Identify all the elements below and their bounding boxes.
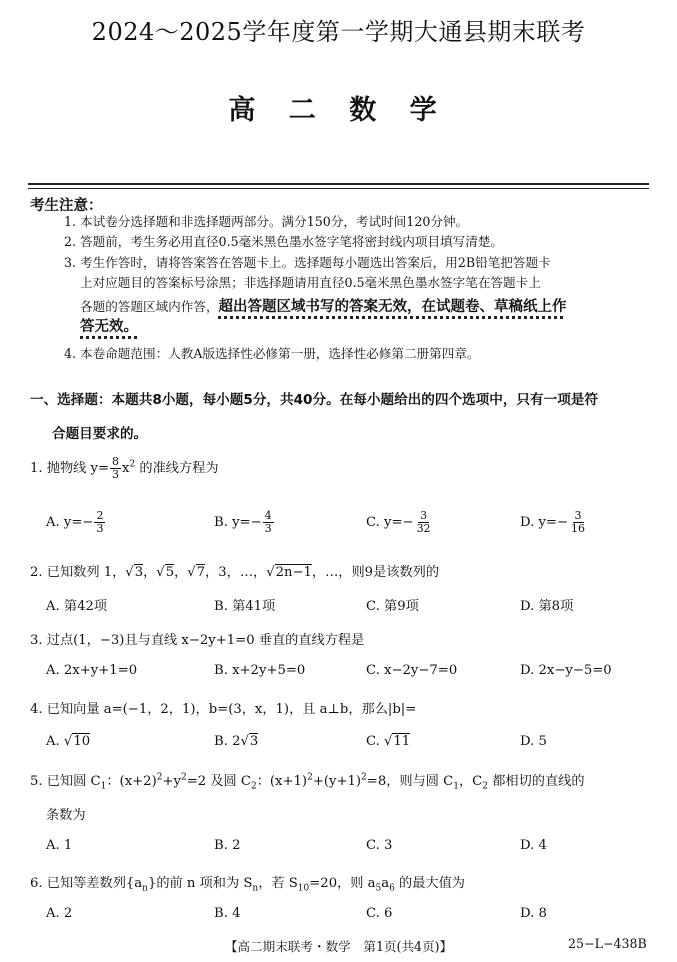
- q3-option-b: B. x+2y+5=0: [214, 663, 306, 678]
- q5-t-d: =2 及圆 C: [186, 774, 251, 789]
- q6-t-e: a: [381, 876, 390, 891]
- q1-a-frac: [94, 510, 105, 535]
- notice-item-4: 4. 本卷命题范围：人教A版选择性必修第一册，选择性必修第二册第四章。: [64, 346, 480, 361]
- q1-a-label: A. y=−: [46, 515, 94, 530]
- q1-exponent: 2: [129, 459, 136, 470]
- q6-option-a: A. 2: [46, 906, 73, 921]
- q6-sub-6: 6: [389, 883, 395, 894]
- q5-option-a: A. 1: [46, 838, 73, 853]
- q6-sub-n2: n: [252, 883, 259, 894]
- q5-t-f: +(y+1): [312, 774, 362, 789]
- q4-option-b: B. 2√3: [214, 734, 259, 749]
- exam-title: 2024～2025学年度第一学期大通县期末联考: [91, 18, 586, 46]
- q1-text-b: x: [122, 461, 130, 476]
- q1-b-num: 4: [264, 509, 272, 522]
- q1-fraction: [110, 456, 121, 481]
- q6-t-b: }的前 n 项和为 S: [147, 876, 253, 891]
- q1-option-a: [46, 510, 106, 535]
- q2-option-d: D. 第8项: [520, 599, 574, 614]
- notice-item-1: 1. 本试卷分选择题和非选择题两部分。满分150分，考试时间120分钟。: [64, 214, 469, 229]
- q1-option-c: [366, 510, 434, 535]
- q2-radicand-3: 7: [196, 565, 206, 580]
- q5-option-b: B. 2: [214, 838, 241, 853]
- q1-b-den: 3: [264, 522, 272, 535]
- question-3-stem: 3. 过点(1，−3)且与直线 x−2y+1=0 垂直的直线方程是: [30, 633, 365, 648]
- notice-item-3-line-2: 上对应题目的答案标号涂黑；非选择题请用直径0.5毫米黑色墨水签字笔在答题卡上: [80, 275, 541, 290]
- q1-b-frac: [263, 510, 274, 535]
- q5-t-i: 都相切的直线的: [488, 774, 585, 789]
- q5-option-d: D. 4: [520, 838, 547, 853]
- q2-radicand-2: 5: [165, 565, 175, 580]
- notice-emphasis-2: 答无效。: [80, 319, 138, 335]
- q1-d-label: D. y=−: [520, 515, 569, 530]
- notice-emphasis-1: 超出答题区域书写的答案无效，在试题卷、草稿纸上作: [218, 299, 567, 315]
- question-2-stem: 2. 已知数列 1，√3，√5，√7，3，…，√2n−1，…，则9是该数列的: [30, 565, 440, 580]
- q5-exp-3: 2: [307, 772, 313, 783]
- q5-exp-4: 2: [361, 772, 367, 783]
- q6-option-c: C. 6: [366, 906, 393, 921]
- q1-c-label: C. y=−: [366, 515, 414, 530]
- q5-t-a: 5. 已知圆 C: [30, 774, 101, 789]
- q3-option-a: A. 2x+y+1=0: [46, 663, 138, 678]
- q1-d-num: 3: [574, 509, 582, 522]
- q1-frac-den: 3: [112, 468, 120, 481]
- q2-option-b: B. 第41项: [214, 599, 276, 614]
- q1-c-frac: [415, 510, 433, 535]
- q4-option-c: C. √11: [366, 734, 411, 749]
- q3-option-d: D. 2x−y−5=0: [520, 663, 612, 678]
- notice-item-3-text: 各题的答题区域内作答，: [80, 299, 219, 314]
- notice-item-3-line-4: [80, 319, 138, 335]
- q1-a-den: 3: [96, 522, 104, 535]
- q1-option-b: [214, 510, 275, 535]
- q2-sep-2: ，: [174, 565, 188, 580]
- q3-option-c: C. x−2y−7=0: [366, 663, 458, 678]
- q1-c-den: 32: [416, 522, 431, 535]
- q2-sep-1: ，: [143, 565, 157, 580]
- q6-sub-n: n: [142, 883, 148, 894]
- q1-option-d: [520, 510, 588, 535]
- section-heading-line-2: 合题目要求的。: [52, 426, 148, 442]
- q1-b-label: B. y=−: [214, 515, 262, 530]
- q6-t-d: =20，则 a: [309, 876, 376, 891]
- q2-option-a: A. 第42项: [46, 599, 108, 614]
- notice-heading: 考生注意：: [30, 198, 103, 214]
- q4-b-radicand: 3: [249, 734, 259, 749]
- q1-text-a: 1. 抛物线 y=: [30, 461, 110, 476]
- q5-exp-1: 2: [156, 772, 163, 783]
- q2-radicand-4: 2n−1: [275, 565, 312, 580]
- q5-t-b: ：(x+2): [106, 774, 157, 789]
- q1-d-den: 16: [571, 522, 586, 535]
- question-6-stem: [30, 872, 465, 894]
- q2-radicand-1: 3: [134, 565, 144, 580]
- q1-d-frac: [569, 510, 587, 535]
- subject-title: 高 二 数 学: [228, 95, 449, 126]
- notice-item-3-line-3: [80, 299, 567, 315]
- q6-sub-10: 10: [297, 883, 310, 894]
- q2-text-c: ，…，则9是该数列的: [311, 565, 440, 580]
- q6-t-c: ，若 S: [258, 876, 298, 891]
- exam-code: 25−L−438B: [568, 936, 647, 951]
- q5-sub-2: 2: [250, 781, 257, 792]
- q1-a-num: 2: [96, 509, 104, 522]
- q6-option-d: D. 8: [520, 906, 547, 921]
- q5-sub-4: 2: [482, 781, 489, 792]
- q4-a-label: A.: [46, 734, 64, 749]
- q5-t-c: +y: [162, 774, 181, 789]
- q2-option-c: C. 第9项: [366, 599, 419, 614]
- q2-text-b: ，3，…，: [205, 565, 267, 580]
- q1-frac-num: 8: [112, 455, 120, 468]
- q2-text-a: 2. 已知数列 1，: [30, 565, 126, 580]
- q6-t-a: 6. 已知等差数列{a: [30, 876, 143, 891]
- notice-item-2: 2. 答题前，考生务必用直径0.5毫米黑色墨水签字笔将密封线内项目填写清楚。: [64, 234, 504, 249]
- q5-sub-3: 1: [453, 781, 459, 792]
- divider-thick: [28, 183, 649, 185]
- q5-t-g: =8，则与圆 C: [366, 774, 454, 789]
- question-4-stem: 4. 已知向量 a=(−1，2，1)，b=(3，x，1)，且 a⊥b，那么|b|=: [30, 702, 417, 717]
- q4-option-d: D. 5: [520, 734, 547, 749]
- q4-option-a: A. √10: [46, 734, 91, 749]
- q1-text-c: 的准线方程为: [135, 461, 219, 476]
- question-1-stem: [30, 456, 219, 481]
- q6-option-b: B. 4: [214, 906, 241, 921]
- q5-sub-1: 1: [100, 781, 107, 792]
- page-footer: 【高二期末联考・数学 第1页(共4页)】: [224, 939, 453, 954]
- divider-thin: [28, 188, 649, 189]
- q4-c-radicand: 11: [393, 734, 411, 749]
- q4-a-radicand: 10: [73, 734, 91, 749]
- q5-option-c: C. 3: [366, 838, 393, 853]
- section-heading-line-1: 一、选择题：本题共8小题，每小题5分，共40分。在每小题给出的四个选项中，只有一项是符: [30, 392, 598, 408]
- q4-b-label: B. 2: [214, 734, 241, 749]
- notice-item-3-line-1: 3. 考生作答时，请将答案答在答题卡上。选择题每小题选出答案后，用2B铅笔把答题卡: [64, 255, 551, 270]
- question-5-stem-line-2: 条数为: [46, 808, 86, 823]
- q6-sub-5: 5: [375, 883, 382, 894]
- question-5-stem: [30, 770, 585, 792]
- q4-c-label: C.: [366, 734, 385, 749]
- q5-exp-2: 2: [180, 772, 187, 783]
- q6-t-f: 的最大值为: [394, 876, 465, 891]
- q5-t-e: ：(x+1): [256, 774, 308, 789]
- q1-c-num: 3: [420, 509, 428, 522]
- q5-t-h: ，C: [459, 774, 483, 789]
